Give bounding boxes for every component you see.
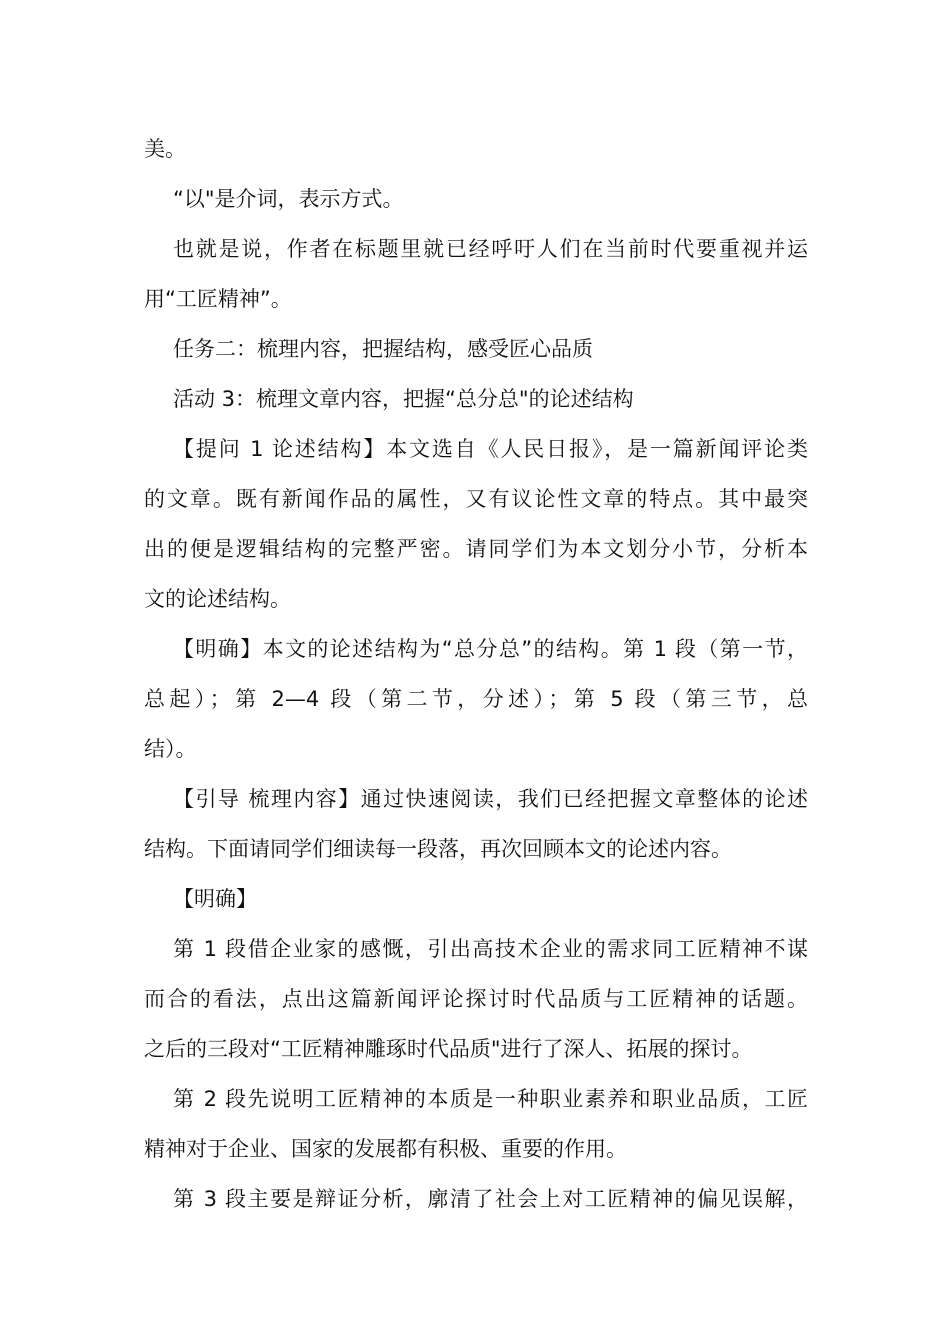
text-line: 结）。 bbox=[144, 737, 197, 761]
paragraph-question-1 bbox=[144, 424, 808, 624]
text-line: 而合的看法，点出这篇新闻评论探讨时代品质与工匠精神的话题。 bbox=[144, 987, 808, 1011]
paragraph-guide-content bbox=[144, 774, 808, 874]
clarify-heading bbox=[144, 874, 808, 924]
text-line: 【明确】 bbox=[173, 887, 257, 911]
paragraph-yi-explanation bbox=[144, 174, 808, 224]
paragraph-clarify-structure bbox=[144, 624, 808, 774]
text-line: 第 1 段借企业家的感慨，引出高技术企业的需求同工匠精神不谋 bbox=[173, 937, 808, 961]
text-line: 出的便是逻辑结构的完整严密。请同学们为本文划分小节，分析本 bbox=[144, 537, 808, 561]
text-line: 总起）；第 2—4 段（第二节，分述）；第 5 段（第三节，总 bbox=[144, 687, 808, 711]
activity-three-heading bbox=[144, 374, 808, 424]
text-line: 结构。下面请同学们细读每一段落，再次回顾本文的论述内容。 bbox=[144, 837, 732, 861]
text-line: 文的论述结构。 bbox=[144, 587, 291, 611]
text-line: 也就是说，作者在标题里就已经呼吁人们在当前时代要重视并运 bbox=[173, 237, 808, 261]
text-line: 活动 3：梳理文章内容，把握“总分总"的论述结构 bbox=[173, 387, 634, 411]
text-line: 用“工匠精神”。 bbox=[144, 287, 292, 311]
paragraph-ending bbox=[144, 124, 808, 174]
text-line: 【明确】本文的论述结构为“总分总”的结构。第 1 段（第一节， bbox=[173, 637, 808, 661]
text-line: 任务二：梳理内容，把握结构，感受匠心品质 bbox=[173, 337, 593, 361]
text-line: 第 3 段主要是辩证分析，廓清了社会上对工匠精神的偏见误解， bbox=[173, 1187, 808, 1211]
paragraph-title-meaning bbox=[144, 224, 808, 324]
document-body bbox=[144, 124, 808, 1224]
text-line: 之后的三段对“工匠精神雕琢时代品质"进行了深人、拓展的探讨。 bbox=[144, 1037, 753, 1061]
text-line: “以"是介词，表示方式。 bbox=[173, 187, 404, 211]
paragraph-section-3 bbox=[144, 1174, 808, 1224]
paragraph-section-2 bbox=[144, 1074, 808, 1174]
text-line: 精神对于企业、国家的发展都有积极、重要的作用。 bbox=[144, 1137, 627, 1161]
text-line: 第 2 段先说明工匠精神的本质是一种职业素养和职业品质，工匠 bbox=[173, 1087, 808, 1111]
text-line: 【提问 1 论述结构】本文选自《人民日报》，是一篇新闻评论类 bbox=[173, 437, 808, 461]
text-line: 的文章。既有新闻作品的属性，又有议论性文章的特点。其中最突 bbox=[144, 487, 808, 511]
text-line: 【引导 梳理内容】通过快速阅读，我们已经把握文章整体的论述 bbox=[173, 787, 808, 811]
paragraph-section-1 bbox=[144, 924, 808, 1074]
task-two-heading bbox=[144, 324, 808, 374]
text-line: 美。 bbox=[144, 137, 186, 161]
